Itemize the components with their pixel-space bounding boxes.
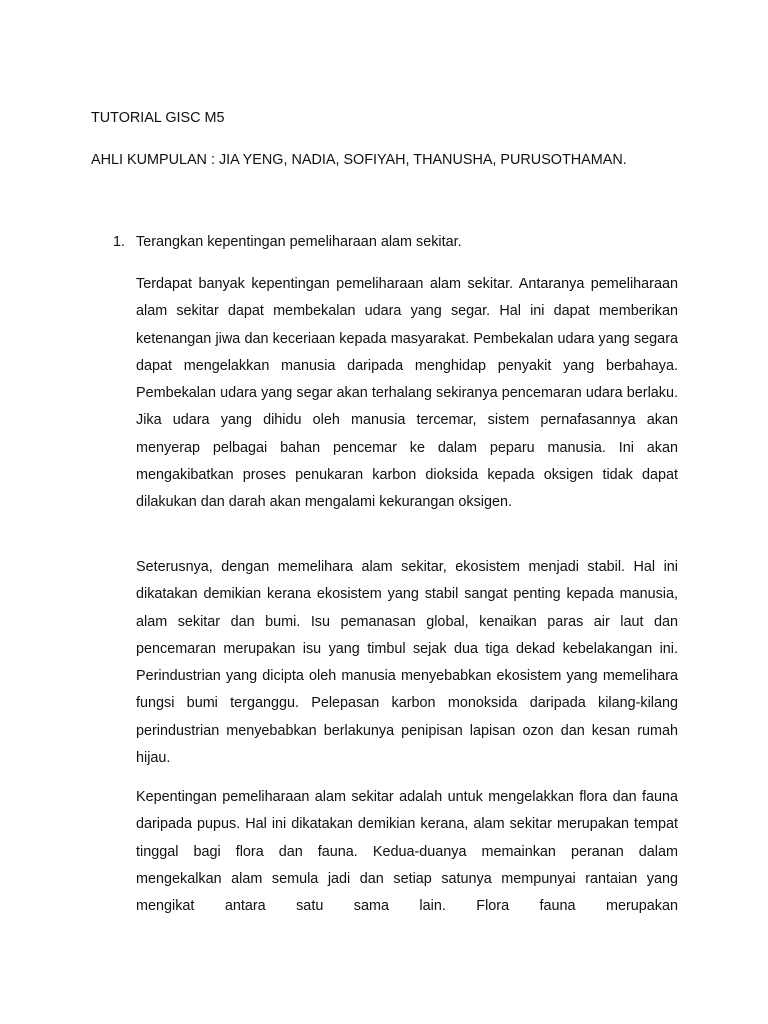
answer-paragraph-2: Seterusnya, dengan memelihara alam sekitar, ekosistem menjadi stabil. Hal ini dikatakan demikian kerana ekosistem yang stabil sangat penting kepada manusia, alam sekitar dan bumi. Isu pemanasan global, kenaikan paras air laut dan pencemaran merupakan isu yang timbul sejak dua tiga dekad kebelakangan ini. Perindustrian yang dicipta oleh manusia menyebabkan ekosistem yang memelihara fungsi bumi terganggu. Pelepasan karbon monoksida daripada kilang-kilang perindustrian menyebabkan berlakunya penipisan lapisan ozon dan kesan rumah hijau.	[136, 559, 678, 767]
answer-paragraph-3: Kepentingan pemeliharaan alam sekitar adalah untuk mengelakkan flora dan fauna daripada pupus. Hal ini dikatakan demikian kerana, alam sekitar merupakan tempat tinggal bagi flora dan fauna. Kedua-duanya memainkan peranan dalam mengekalkan alam semula jadi dan setiap satunya mempunyai rantaian yang mengikat antara satu sama lain. Flora fauna merupakan	[136, 789, 678, 915]
group-members: AHLI KUMPULAN : JIA YENG, NADIA, SOFIYAH, THANUSHA, PURUSOTHAMAN.	[91, 152, 627, 168]
answer-paragraph-1: Terdapat banyak kepentingan pemeliharaan alam sekitar. Antaranya pemeliharaan alam sekitar dapat membekalan udara yang segar. Hal ini dapat memberikan ketenangan jiwa dan keceriaan kepada masyarakat. Pembekalan udara yang segara dapat mengelakkan manusia daripada menghidap penyakit yang berbahaya. Pembekalan udara yang segar akan terhalang sekiranya pencemaran udara berlaku. Jika udara yang dihidu oleh manusia tercemar, sistem pernafasannya akan menyerap pelbagai bahan pencemar ke dalam peparu manusia. Ini akan mengakibatkan proses penukaran karbon dioksida kepada oksigen tidak dapat dilakukan dan darah akan mengalami kekurangan oksigen.	[136, 276, 678, 511]
document-title: TUTORIAL GISC M5	[91, 110, 225, 126]
question-text: Terangkan kepentingan pemeliharaan alam sekitar.	[136, 234, 462, 250]
question-number: 1.	[113, 234, 126, 250]
